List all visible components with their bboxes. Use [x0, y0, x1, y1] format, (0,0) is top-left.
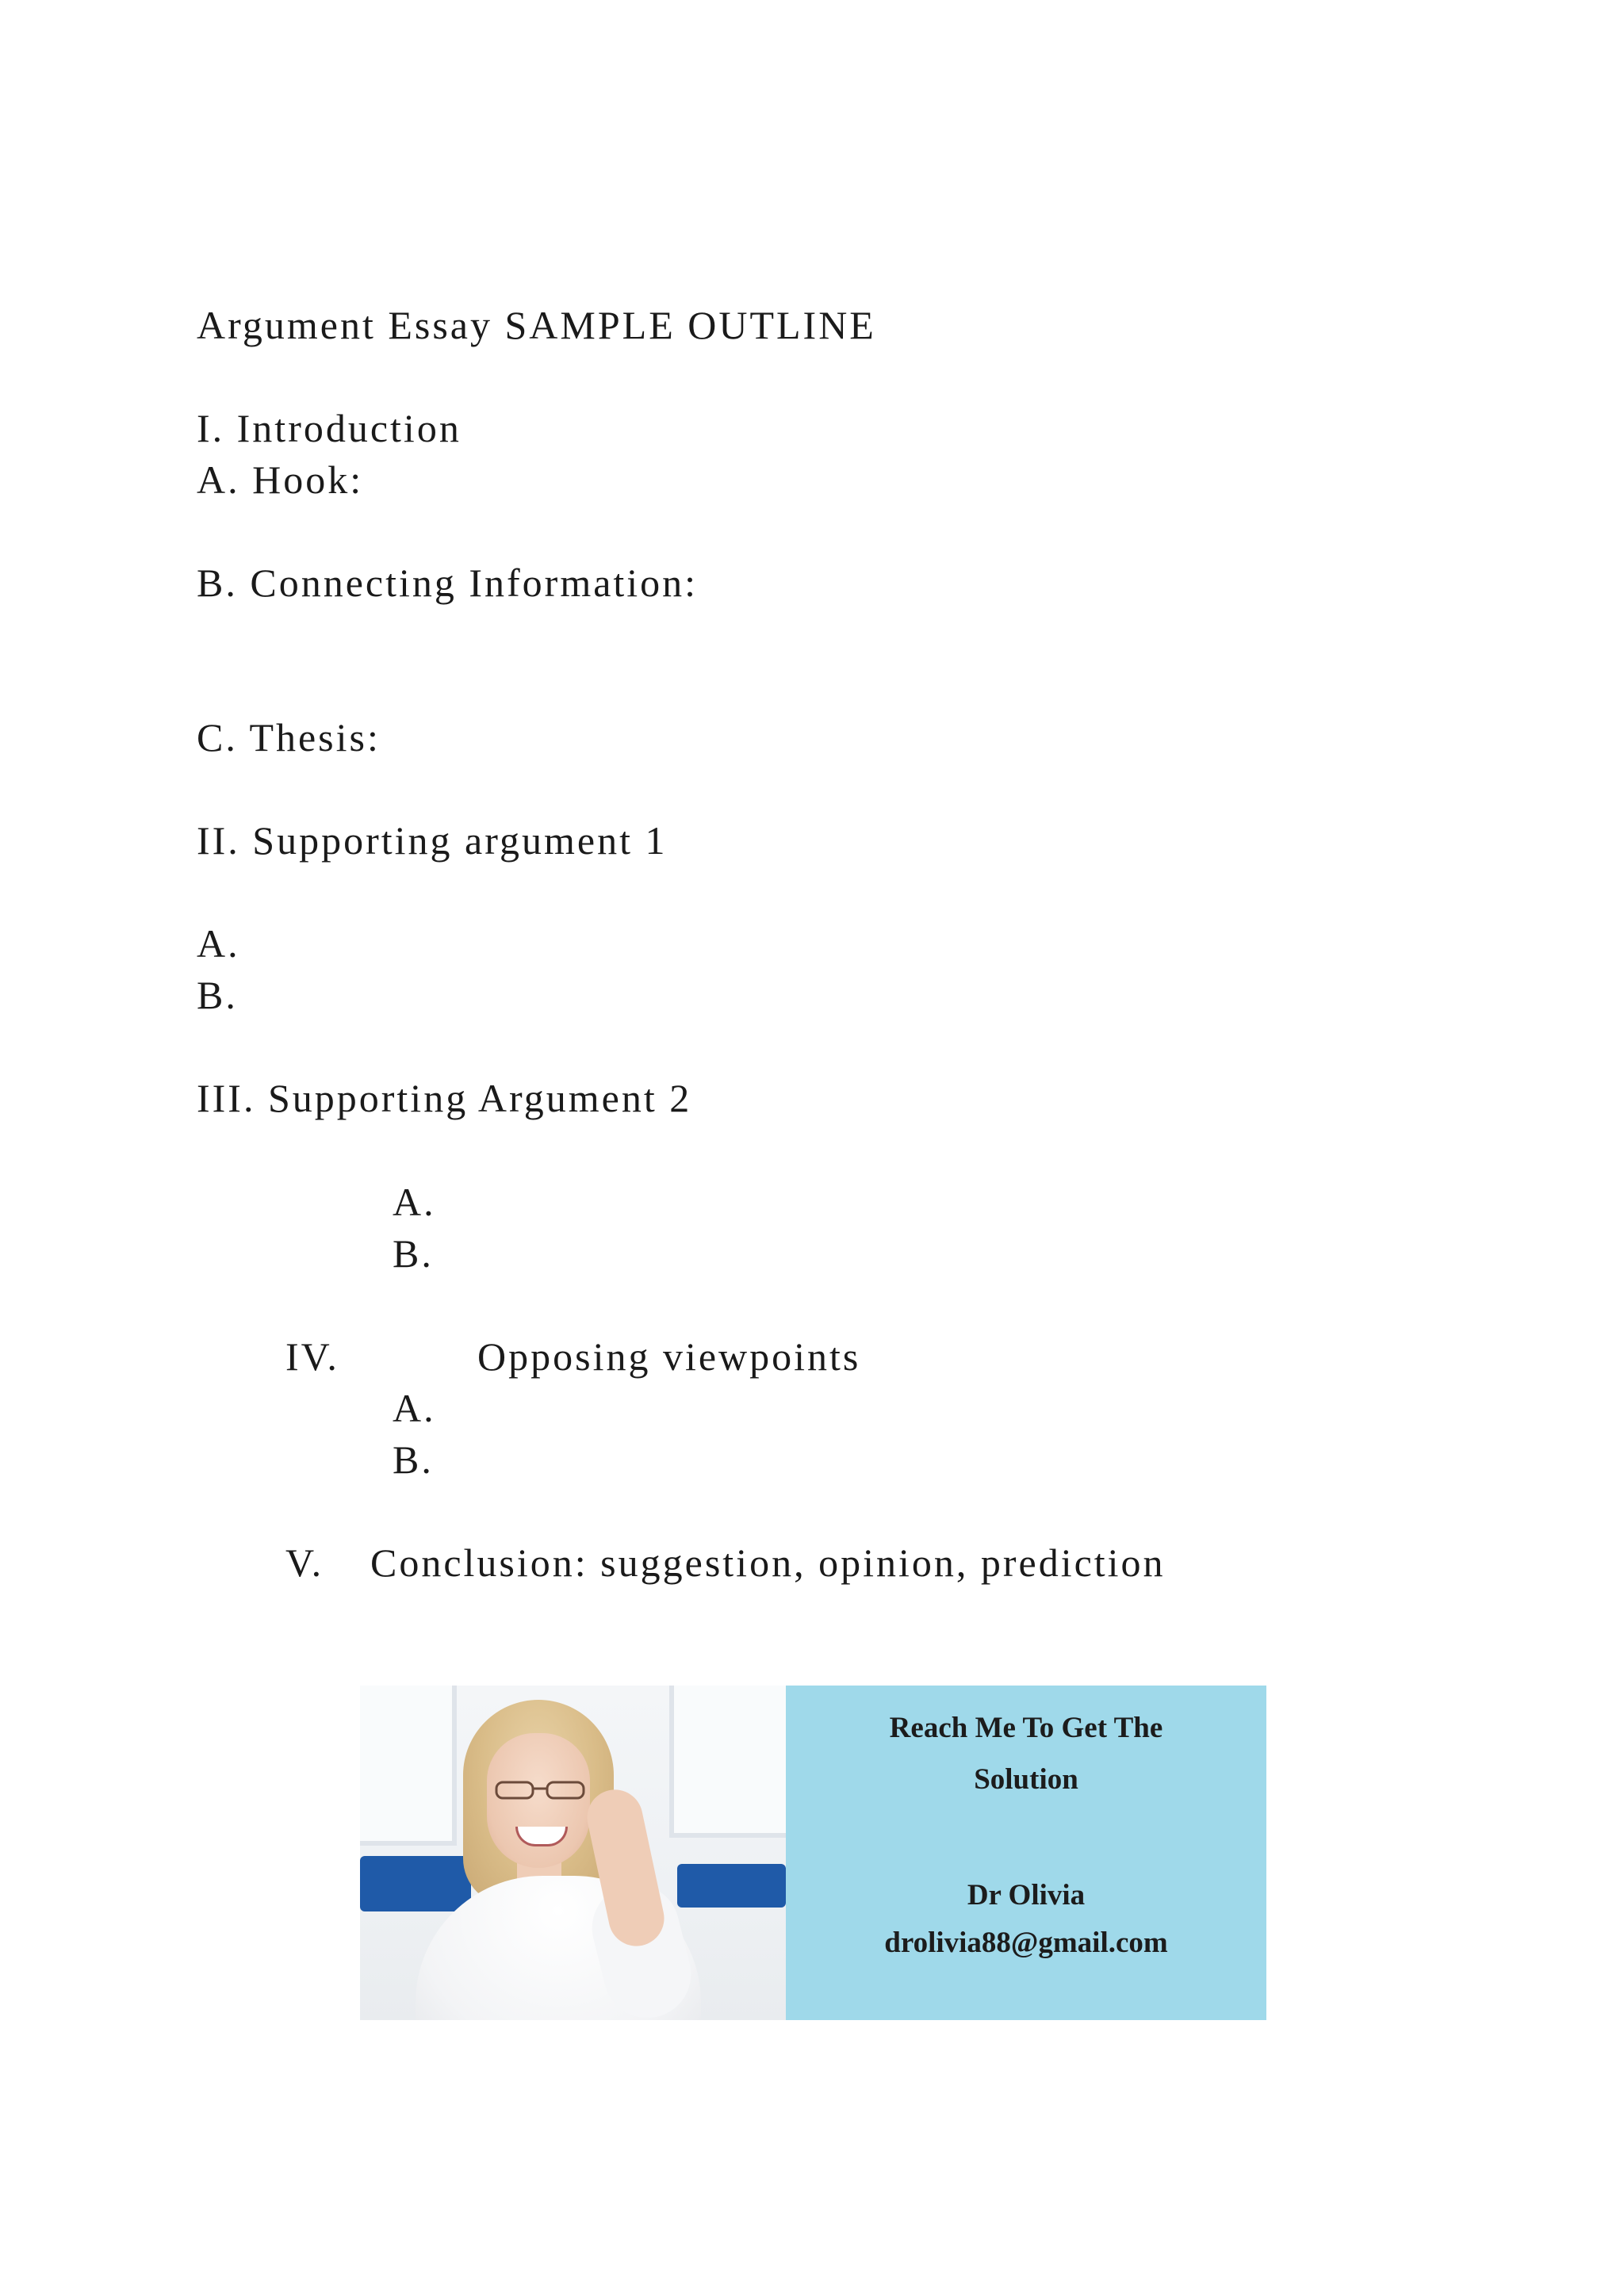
contact-card [786, 1686, 1266, 2020]
card-contact-email[interactable]: drolivia88@gmail.com [884, 1927, 1168, 1959]
woman-photo [360, 1686, 786, 2020]
outline-thesis: C. Thesis: [197, 715, 381, 760]
outline-conclusion-number: V. [285, 1540, 324, 1585]
outline-support2-b: B. [393, 1231, 434, 1276]
outline-conclusion: Conclusion: suggestion, opinion, prediction [370, 1540, 1166, 1585]
outline-opposing-a: A. [393, 1386, 436, 1430]
outline-support1-a: A. [197, 921, 240, 966]
glasses-icon [493, 1779, 587, 1801]
card-contact-name: Dr Olivia [967, 1879, 1086, 1911]
card-headline-line2: Solution [974, 1763, 1078, 1796]
outline-supporting-argument-2: III. Supporting Argument 2 [197, 1076, 692, 1120]
outline-opposing-viewpoints: Opposing viewpoints [477, 1334, 861, 1379]
outline-opposing-number: IV. [285, 1334, 339, 1379]
outline-support2-a: A. [393, 1180, 436, 1224]
outline-connecting-information: B. Connecting Information: [197, 561, 699, 605]
contact-banner [360, 1686, 1266, 2020]
document-title: Argument Essay SAMPLE OUTLINE [197, 303, 876, 347]
outline-introduction: I. Introduction [197, 406, 462, 450]
outline-supporting-argument-1: II. Supporting argument 1 [197, 818, 668, 863]
outline-opposing-b: B. [393, 1437, 434, 1482]
outline-support1-b: B. [197, 973, 238, 1017]
card-headline-line1: Reach Me To Get The [889, 1712, 1163, 1744]
outline-hook: A. Hook: [197, 457, 364, 502]
